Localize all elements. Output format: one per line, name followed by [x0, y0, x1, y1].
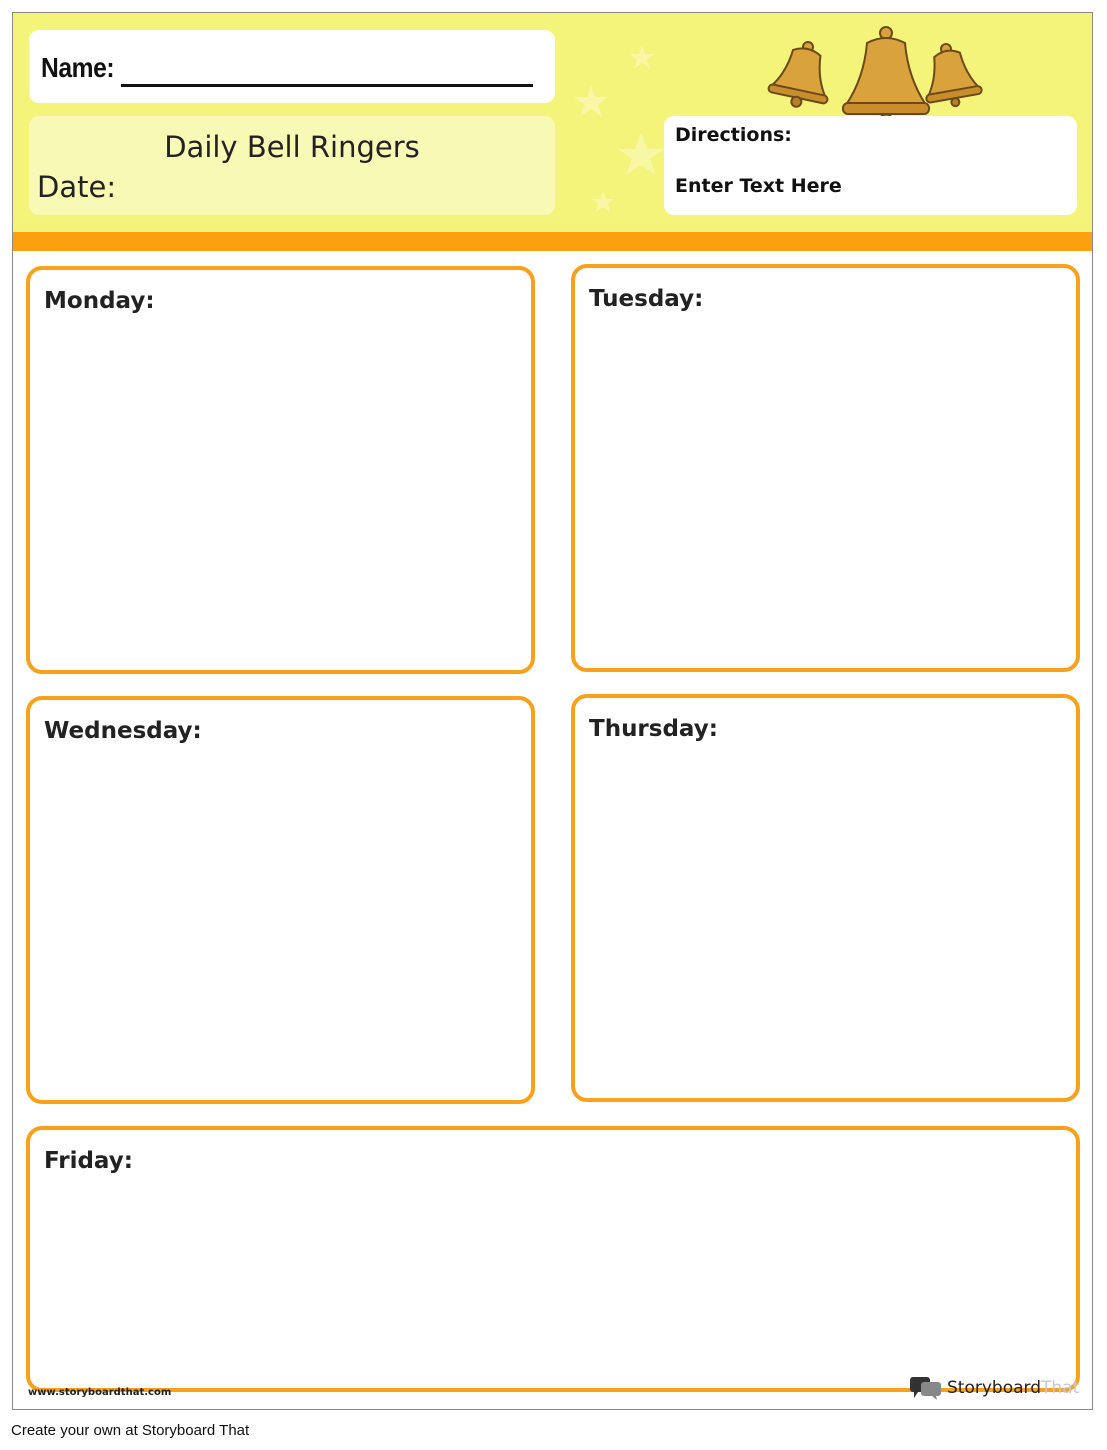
- storyboardthat-logo-icon: [909, 1375, 943, 1401]
- name-box: [29, 30, 555, 103]
- logo-text-light: That: [1041, 1378, 1080, 1398]
- monday-label: Monday:: [44, 288, 155, 314]
- bells-icon: [758, 19, 988, 129]
- star-icon: [563, 33, 663, 213]
- friday-box[interactable]: [26, 1126, 1080, 1392]
- tuesday-box[interactable]: [571, 264, 1080, 672]
- date-label: Date:: [37, 170, 117, 204]
- header-divider: [13, 232, 1092, 251]
- directions-text[interactable]: Enter Text Here: [675, 175, 842, 197]
- worksheet-title: Daily Bell Ringers: [164, 130, 420, 164]
- name-label: Name:: [41, 52, 115, 83]
- site-url[interactable]: www.storyboardthat.com: [28, 1387, 172, 1398]
- friday-label: Friday:: [44, 1148, 133, 1174]
- worksheet-page: [12, 12, 1093, 1410]
- monday-box[interactable]: [26, 266, 535, 674]
- tuesday-label: Tuesday:: [589, 286, 704, 312]
- wednesday-label: Wednesday:: [44, 718, 202, 744]
- directions-box: [664, 116, 1077, 215]
- logo-text-dark: Storyboard: [947, 1378, 1041, 1398]
- thursday-label: Thursday:: [589, 716, 718, 742]
- logo-text: [947, 1378, 1079, 1398]
- header-banner: [13, 13, 1092, 232]
- directions-label: Directions:: [675, 124, 792, 146]
- thursday-box[interactable]: [571, 694, 1080, 1102]
- wednesday-box[interactable]: [26, 696, 535, 1104]
- storyboardthat-logo[interactable]: [909, 1375, 1079, 1401]
- title-box: [29, 116, 555, 215]
- create-your-own-link[interactable]: Create your own at Storyboard That: [11, 1422, 250, 1439]
- name-underline: [121, 84, 533, 87]
